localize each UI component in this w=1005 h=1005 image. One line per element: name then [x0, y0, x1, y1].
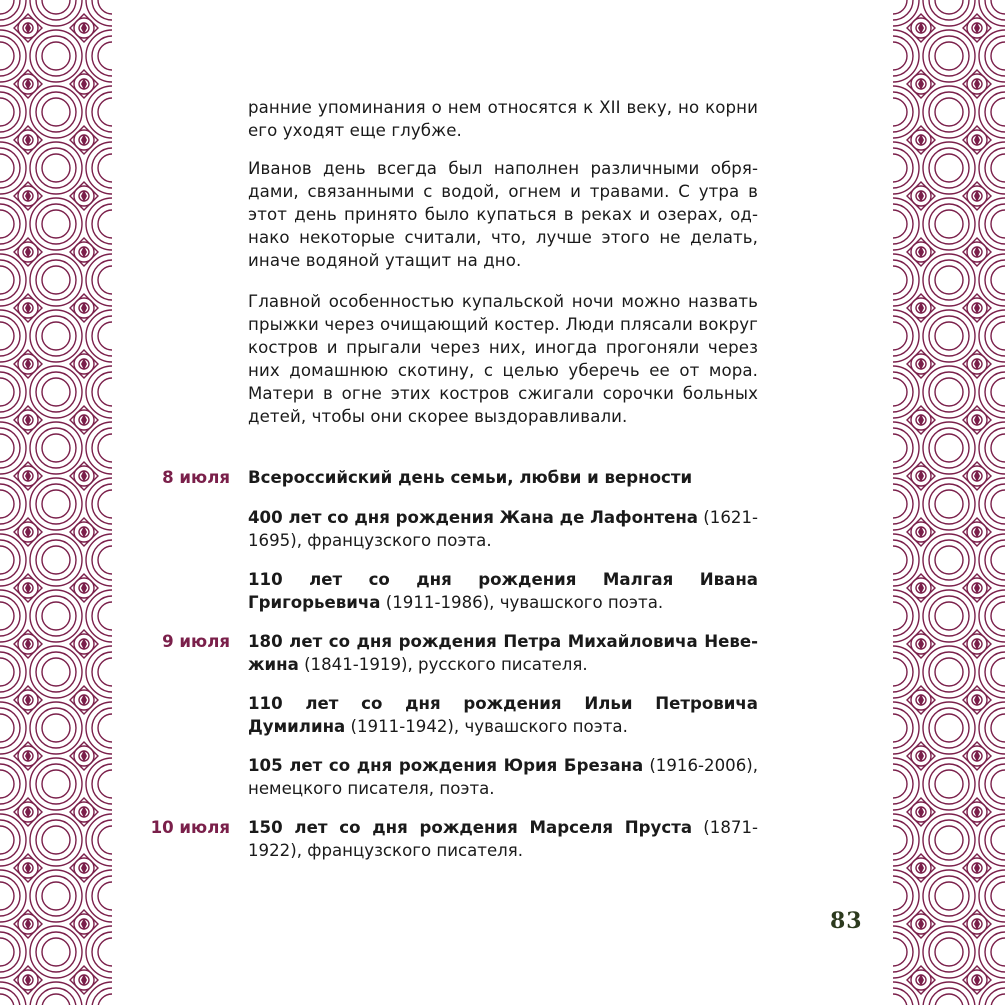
entry-details: (1911-1986), чувашского поэта. [380, 593, 664, 612]
right-ornament-border [893, 0, 1005, 1005]
date-label: 9 июля [162, 632, 230, 651]
entry-title: 110 лет со дня рождения Ильи Петровича Думилина [248, 694, 758, 736]
entry-details: (1911-1942), чувашского поэта. [345, 717, 628, 736]
entry-details: (1916-2006), немецкого писателя, поэта. [248, 756, 758, 798]
calendar-entry [248, 692, 758, 738]
calendar-entry [248, 466, 758, 489]
paragraph-text: Главной особенностью купальской ночи можно назвать прыжки через очищающий костер. Люди плясали вокруг костров и прыгали через них, иногда прогоняли через них домашнюю скотину, с целью уберечь ее от мора. Матери в огне этих костров сжигали сорочки больных детей, чтобы они скорее выздоравливали. [248, 292, 758, 426]
entry-details: (1621-1695), французского поэта. [248, 508, 759, 550]
entry-title: 400 лет со дня рождения Жана де Лафонтена [248, 508, 698, 527]
entry-details: (1871-1922), французского писателя. [248, 818, 759, 860]
ornament-pattern-icon [0, 0, 112, 1005]
calendar-entry [248, 568, 758, 614]
paragraph-kupala-night [248, 290, 758, 428]
ornament-pattern-icon [893, 0, 1005, 1005]
calendar-entry [248, 630, 758, 676]
entry-title: 150 лет со дня рождения Марселя Пруста [248, 818, 693, 837]
entry-title: 105 лет со дня рождения Юрия Брезана [248, 756, 644, 775]
date-label: 10 июля [150, 818, 230, 837]
left-ornament-border [0, 0, 112, 1005]
paragraph-continued [248, 96, 758, 142]
calendar-entry [248, 816, 758, 862]
entry-title: Всероссийский день семьи, любви и верности [248, 468, 693, 487]
calendar-entry [248, 754, 758, 800]
entry-title: 180 лет со дня рождения Петра Михайловича Невежина [248, 632, 758, 674]
page-number: 83 [830, 908, 863, 934]
calendar-entry [248, 506, 758, 552]
paragraph-text: Иванов день всегда был наполнен различными обрядами, связанными с водой, огнем и травами. С утра в этот день принято было купаться в реках и озерах, однако некоторые считали, что, лучше этого не делать, иначе водяной утащит на дно. [248, 159, 758, 270]
date-label: 8 июля [162, 468, 230, 487]
paragraph-ivanov-day [248, 157, 758, 272]
paragraph-text: ранние упоминания о нем относятся к XII веку, но корни его уходят еще глубже. [248, 98, 758, 140]
entry-details: (1841-1919), русского писателя. [298, 655, 588, 674]
entry-title: 110 лет со дня рождения Малгая Ивана Григорьевича [248, 570, 758, 612]
